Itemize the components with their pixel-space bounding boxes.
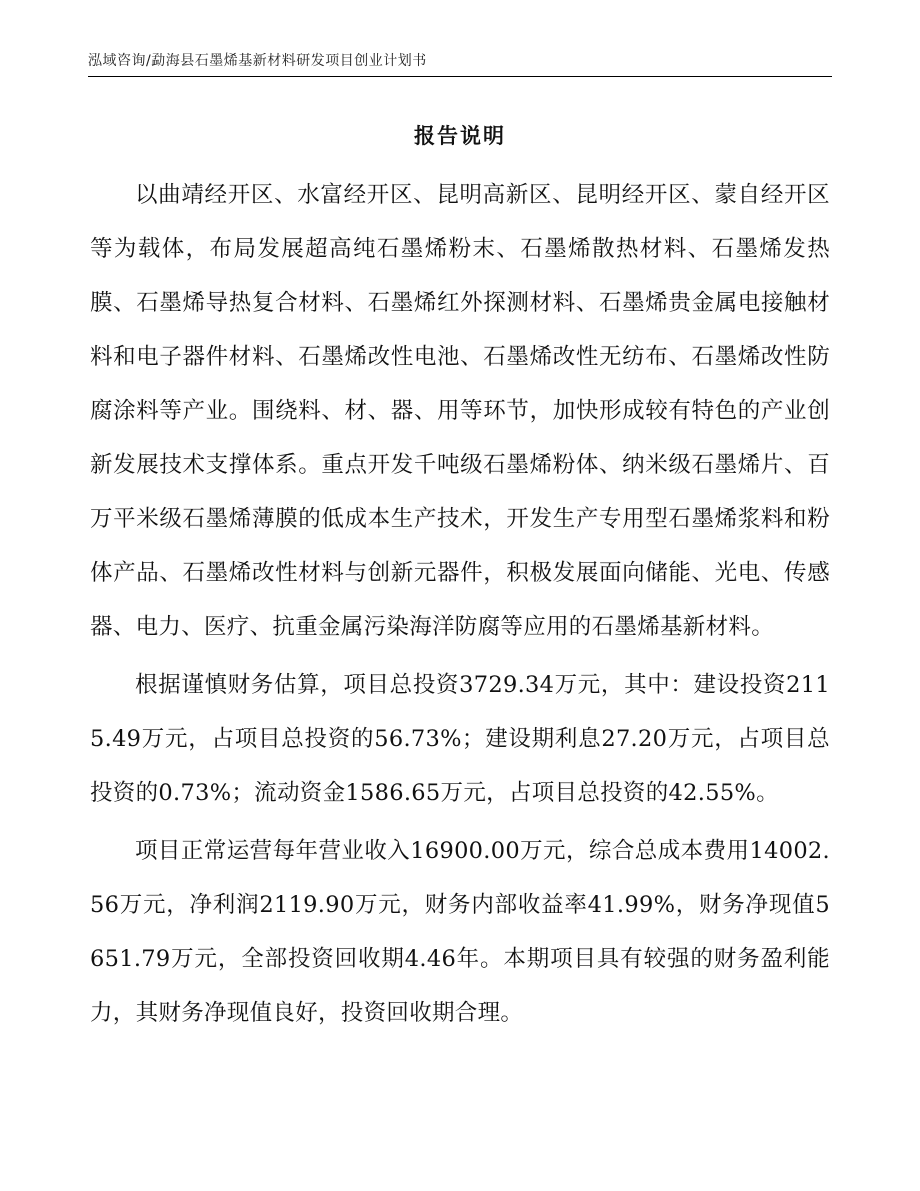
body-text	[90, 168, 830, 1044]
paragraph-investment: 根据谨慎财务估算，项目总投资3729.34万元，其中：建设投资2115.49万元，占项目总投资的56.73%；建设期利息27.20万元，占项目总投资的0.73%；流动资金1586.65万元，占项目总投资的42.55%。	[90, 672, 830, 806]
paragraph-industry-layout: 以曲靖经开区、水富经开区、昆明高新区、昆明经开区、蒙自经开区等为载体，布局发展超高纯石墨烯粉末、石墨烯散热材料、石墨烯发热膜、石墨烯导热复合材料、石墨烯红外探测材料、石墨烯贵金属电接触材料和电子器件材料、石墨烯改性电池、石墨烯改性无纺布、石墨烯改性防腐涂料等产业。围绕料、材、器、用等环节，加快形成较有特色的产业创新发展技术支撑体系。重点开发千吨级石墨烯粉体、纳米级石墨烯片、百万平米级石墨烯薄膜的低成本生产技术，开发生产专用型石墨烯浆料和粉体产品、石墨烯改性材料与创新元器件，积极发展面向储能、光电、传感器、电力、医疗、抗重金属污染海洋防腐等应用的石墨烯基新材料。	[90, 182, 830, 640]
section-title: 报告说明	[414, 124, 506, 148]
paragraph-financials: 项目正常运营每年营业收入16900.00万元，综合总成本费用14002.56万元，净利润2119.90万元，财务内部收益率41.99%，财务净现值5651.79万元，全部投资回收期4.46年。本期项目具有较强的财务盈利能力，其财务净现值良好，投资回收期合理。	[90, 838, 830, 1026]
running-header: 泓域咨询/勐海县石墨烯基新材料研发项目创业计划书	[88, 53, 427, 69]
header-divider	[88, 76, 832, 77]
